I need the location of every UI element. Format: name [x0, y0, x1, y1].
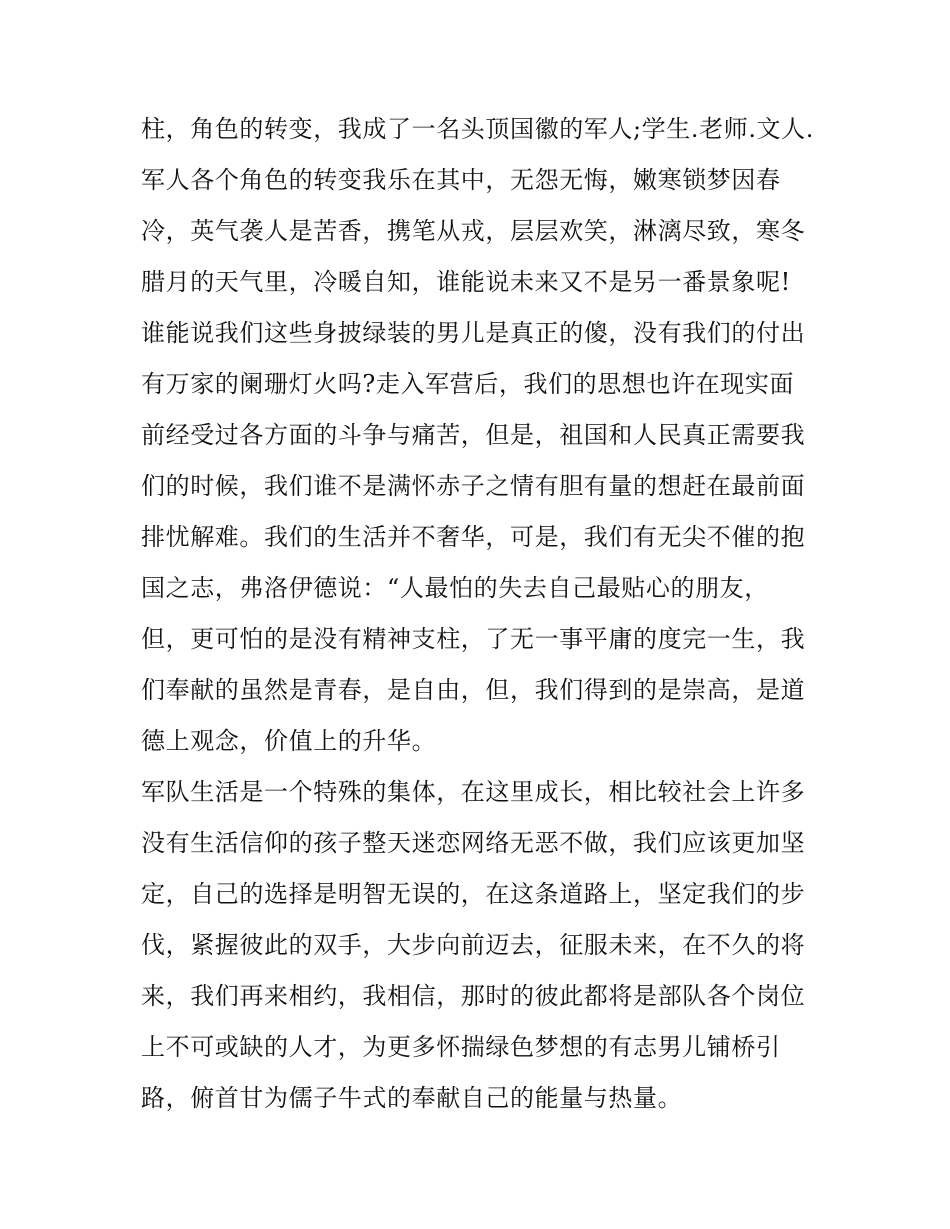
text-line: 伐，紧握彼此的双手，大步向前迈去，征服未来，在不久的将 — [141, 931, 806, 959]
text-line: 柱，角色的转变，我成了一名头顶国徽的军人;学生.老师.文人. — [141, 115, 814, 143]
text-line: 定，自己的选择是明智无误的，在这条道路上，坚定我们的步 — [141, 880, 806, 908]
text-line: 上不可或缺的人才，为更多怀揣绿色梦想的有志男儿铺桥引 — [141, 1033, 781, 1061]
text-line: 没有生活信仰的孩子整天迷恋网络无恶不做，我们应该更加坚 — [141, 829, 806, 857]
text-line: 来，我们再来相约，我相信，那时的彼此都将是部队各个岗位 — [141, 982, 806, 1010]
text-line: 但，更可怕的是没有精神支柱，了无一事平庸的度完一生，我 — [141, 625, 806, 653]
document-body — [141, 104, 821, 1124]
text-line: 前经受过各方面的斗争与痛苦，但是，祖国和人民真正需要我 — [141, 421, 806, 449]
text-line: 们奉献的虽然是青春，是自由，但，我们得到的是崇高，是道 — [141, 676, 806, 704]
text-line: 国之志，弗洛伊德说：“人最怕的失去自己最贴心的朋友， — [141, 574, 769, 602]
text-line: 路，俯首甘为儒子牛式的奉献自己的能量与热量。 — [141, 1084, 683, 1112]
text-line: 德上观念，价值上的升华。 — [141, 727, 437, 755]
text-line: 军队生活是一个特殊的集体，在这里成长，相比较社会上许多 — [141, 778, 806, 806]
text-line: 谁能说我们这些身披绿装的男儿是真正的傻，没有我们的付出 — [141, 319, 806, 347]
text-line: 冷，英气袭人是苦香，携笔从戎，层层欢笑，淋漓尽致，寒冬 — [141, 217, 806, 245]
text-line: 腊月的天气里，冷暖自知，谁能说未来又不是另一番景象呢! — [141, 268, 791, 296]
text-line: 军人各个角色的转变我乐在其中，无怨无悔，嫩寒锁梦因春 — [141, 166, 781, 194]
text-line: 们的时候，我们谁不是满怀赤子之情有胆有量的想赶在最前面 — [141, 472, 806, 500]
text-line: 排忧解难。我们的生活并不奢华，可是，我们有无尖不催的抱 — [141, 523, 806, 551]
text-line: 有万家的阑珊灯火吗?走入军营后，我们的思想也许在现实面 — [141, 370, 795, 398]
